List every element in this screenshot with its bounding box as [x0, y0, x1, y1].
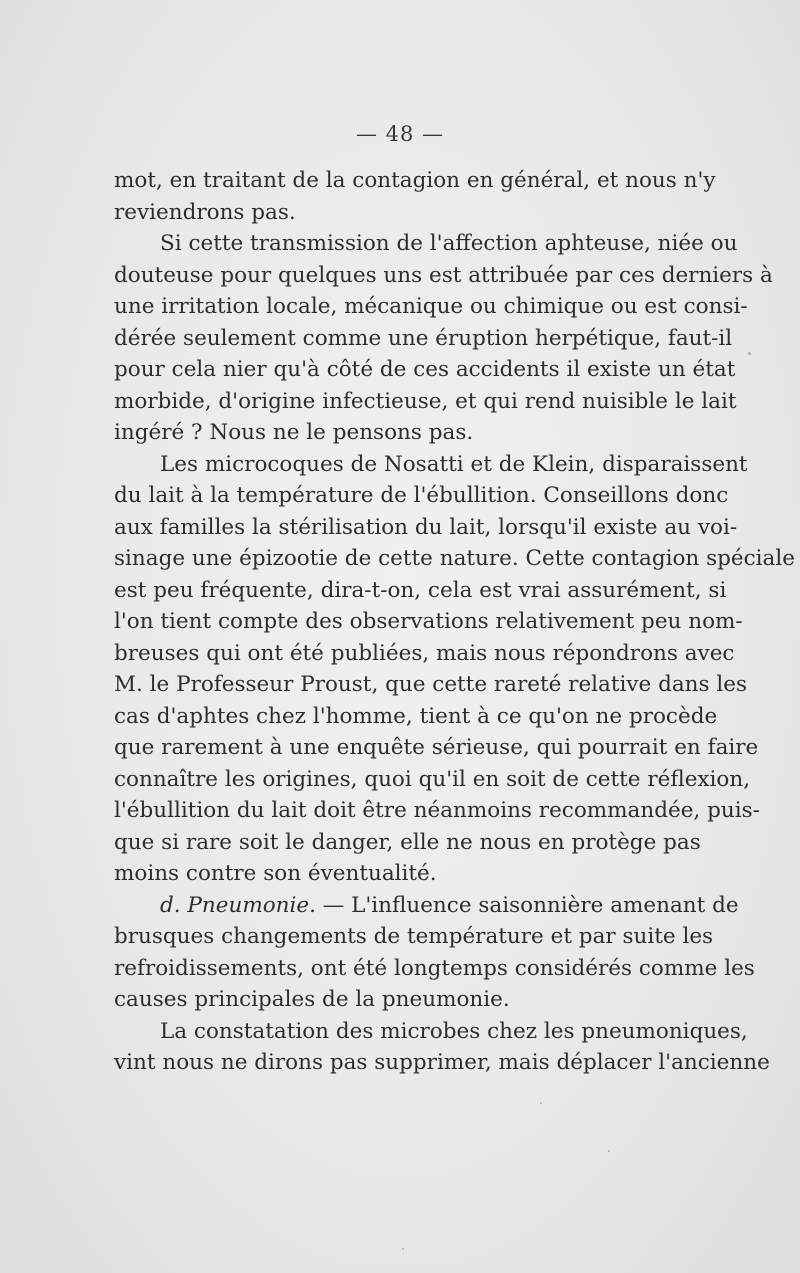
body-text — [114, 165, 795, 1079]
text-line: reviendrons pas. — [114, 199, 296, 225]
text-line — [114, 890, 739, 922]
text-line: brusques changements de température et par suite les — [114, 924, 714, 949]
text-line: dérée seulement comme une éruption herpétique, faut-il — [114, 325, 733, 351]
text-line-content: — L'influence saisonnière amenant de — [322, 892, 739, 918]
text-line: douteuse pour quelques uns est attribuée par ces derniers à — [114, 262, 773, 288]
paper-speck — [608, 1150, 610, 1152]
text-line: sinage une épizootie de cette nature. Cette contagion spéciale — [114, 546, 795, 571]
text-line: morbide, d'origine infectieuse, et qui rend nuisible le lait — [114, 388, 737, 414]
text-line: La constatation des microbes chez les pneumoniques, — [160, 1018, 748, 1044]
text-line: est peu fréquente, dira-t-on, cela est vrai assurément, si — [114, 577, 727, 603]
text-line: une irritation locale, mécanique ou chimique ou est consi- — [114, 294, 748, 319]
text-line: refroidissements, ont été longtemps considérés comme les — [114, 955, 755, 981]
section-heading: d. Pneumonie. — [160, 892, 316, 918]
paper-speck — [748, 352, 751, 355]
text-line: causes principales de la pneumonie. — [114, 987, 510, 1012]
text-line: mot, en traitant de la contagion en général, et nous n'y — [114, 168, 716, 193]
text-line: connaître les origines, quoi qu'il en soit de cette réflexion, — [114, 766, 751, 792]
text-line: l'ébullition du lait doit être néanmoins recommandée, puis- — [114, 798, 760, 823]
text-line: cas d'aphtes chez l'homme, tient à ce qu'on ne procède — [114, 703, 718, 729]
text-line: vint nous ne dirons pas supprimer, mais déplacer l'ancienne — [114, 1050, 770, 1075]
text-line: pour cela nier qu'à côté de ces accidents il existe un état — [114, 357, 736, 382]
text-line: que si rare soit le danger, elle ne nous en protège pas — [114, 829, 701, 855]
text-line: breuses qui ont été publiées, mais nous répondrons avec — [114, 640, 735, 666]
text-line: M. le Professeur Proust, que cette rareté relative dans les — [114, 672, 748, 697]
text-line: aux familles la stérilisation du lait, lorsqu'il existe au voi- — [114, 514, 738, 540]
text-line: moins contre son éventualité. — [114, 861, 437, 886]
text-line: ingéré ? Nous ne le pensons pas. — [114, 420, 474, 445]
page-number: — 48 — — [355, 122, 445, 146]
text-line: l'on tient compte des observations relativement peu nom- — [114, 609, 743, 634]
text-line: Les microcoques de Nosatti et de Klein, disparaissent — [160, 451, 748, 477]
paper-speck — [540, 1102, 542, 1104]
text-line: Si cette transmission de l'affection aphteuse, niée ou — [160, 231, 738, 256]
text-line: que rarement à une enquête sérieuse, qui pourrait en faire — [114, 735, 759, 760]
text-line: du lait à la température de l'ébullition. Conseillons donc — [114, 483, 729, 508]
paper-speck — [402, 1248, 404, 1250]
